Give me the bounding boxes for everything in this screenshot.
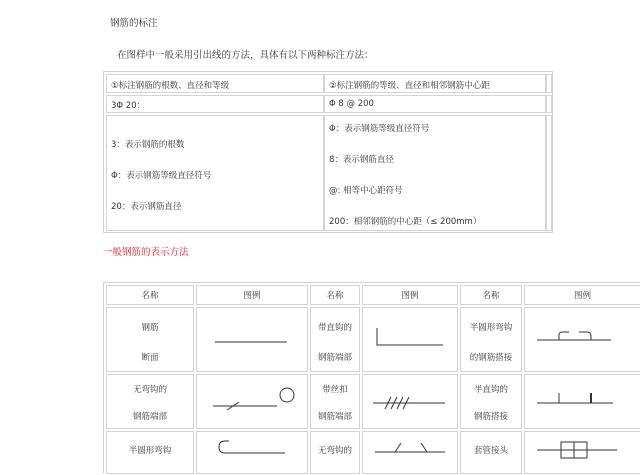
- name-line: 钢筋: [141, 323, 159, 333]
- name-cell: [310, 431, 360, 474]
- table1-left-notes: [106, 115, 324, 231]
- legend-cell: [196, 374, 308, 429]
- sleeve-joint-symbol: [525, 432, 640, 475]
- name-cell: [460, 307, 522, 372]
- rebar-section-symbol: [197, 308, 309, 373]
- name-cell: [310, 374, 360, 429]
- right-note: Φ：表示钢筋等级直径符号: [329, 124, 430, 134]
- header-name: 名称: [106, 285, 194, 305]
- name-line: 无弯钩的: [317, 446, 352, 456]
- name-line: 带丝扣: [322, 385, 348, 395]
- name-line: 钢筋端部: [317, 353, 352, 363]
- row1-right-text: Φ 8 @ 200: [329, 99, 374, 109]
- name-line: 钢筋端部: [132, 412, 167, 422]
- right-note: @: 相等中心距符号: [329, 186, 403, 196]
- plain-bar-lap-symbol: [363, 432, 459, 475]
- row1-left-text: 3Φ 20：: [111, 101, 146, 111]
- legend-cell: [196, 431, 308, 474]
- name-cell: [106, 307, 194, 372]
- threaded-end-symbol: [363, 375, 459, 430]
- name-line: 半圆形弯钩: [469, 323, 513, 333]
- header-right-text: ②标注钢筋的等级、直径和相邻钢筋中心距: [329, 81, 490, 91]
- rebar-symbol-table: [103, 282, 640, 473]
- legend-cell: [524, 307, 640, 372]
- semicircle-hook-end-symbol: [197, 432, 309, 475]
- table1-header-right: [324, 74, 546, 93]
- legend-cell: [524, 374, 640, 429]
- name-cell: [460, 374, 522, 429]
- straight-hook-lap-symbol: [525, 375, 640, 430]
- header-legend: 图例: [196, 285, 308, 305]
- name-line: 无弯钩的: [132, 385, 167, 395]
- left-note: 3：表示钢筋的根数: [111, 140, 185, 150]
- name-cell: [106, 431, 194, 474]
- header-name: 名称: [310, 285, 360, 305]
- table1-spacer-cell: [546, 74, 552, 93]
- legend-cell: [524, 431, 640, 474]
- name-cell: [106, 374, 194, 429]
- legend-cell: [362, 374, 458, 429]
- name-line: 半圆形弯钩: [128, 446, 172, 456]
- name-line: 钢筋端部: [317, 412, 352, 422]
- name-line: 的钢筋搭接: [469, 353, 513, 363]
- header-left-text: ①标注钢筋的根数、直径和等级: [111, 81, 230, 91]
- table1-row1-left: [106, 95, 324, 113]
- name-line: 断面: [141, 353, 159, 363]
- section-title: 一般钢筋的表示方法: [103, 247, 189, 258]
- legend-cell: [196, 307, 308, 372]
- table1-row1-right: [324, 95, 546, 113]
- name-line: 钢筋搭接: [473, 412, 508, 422]
- table1-spacer-cell: [546, 115, 552, 231]
- table1-header-left: [106, 74, 324, 93]
- left-note: 20：表示钢筋直径: [111, 202, 182, 212]
- intro-text: 在图样中一般采用引出线的方法，具体有以下两种标注方法：: [117, 50, 374, 61]
- table1-right-notes: [324, 115, 546, 231]
- name-line: 半直钩的: [473, 385, 508, 395]
- header-legend: 图例: [524, 285, 640, 305]
- name-cell: [310, 307, 360, 372]
- table1-spacer-cell: [546, 95, 552, 113]
- right-note: 8：表示钢筋直径: [329, 155, 394, 165]
- left-note: Φ：表示钢筋等级直径符号: [111, 171, 212, 181]
- legend-cell: [362, 307, 458, 372]
- header-legend: 图例: [362, 285, 458, 305]
- name-cell: [460, 431, 522, 474]
- plain-bar-end-symbol: [197, 375, 309, 430]
- semicircle-hook-lap-symbol: [525, 308, 640, 373]
- right-note: 200：相邻钢筋的中心距（≤ 200mm）: [329, 217, 482, 227]
- straight-hook-end-symbol: [363, 308, 459, 373]
- name-line: 套管接头: [473, 446, 508, 456]
- name-line: 带直钩的: [317, 323, 352, 333]
- page-heading: 钢筋的标注: [110, 18, 158, 29]
- legend-cell: [362, 431, 458, 474]
- header-name: 名称: [460, 285, 522, 305]
- annotation-table: [103, 71, 553, 233]
